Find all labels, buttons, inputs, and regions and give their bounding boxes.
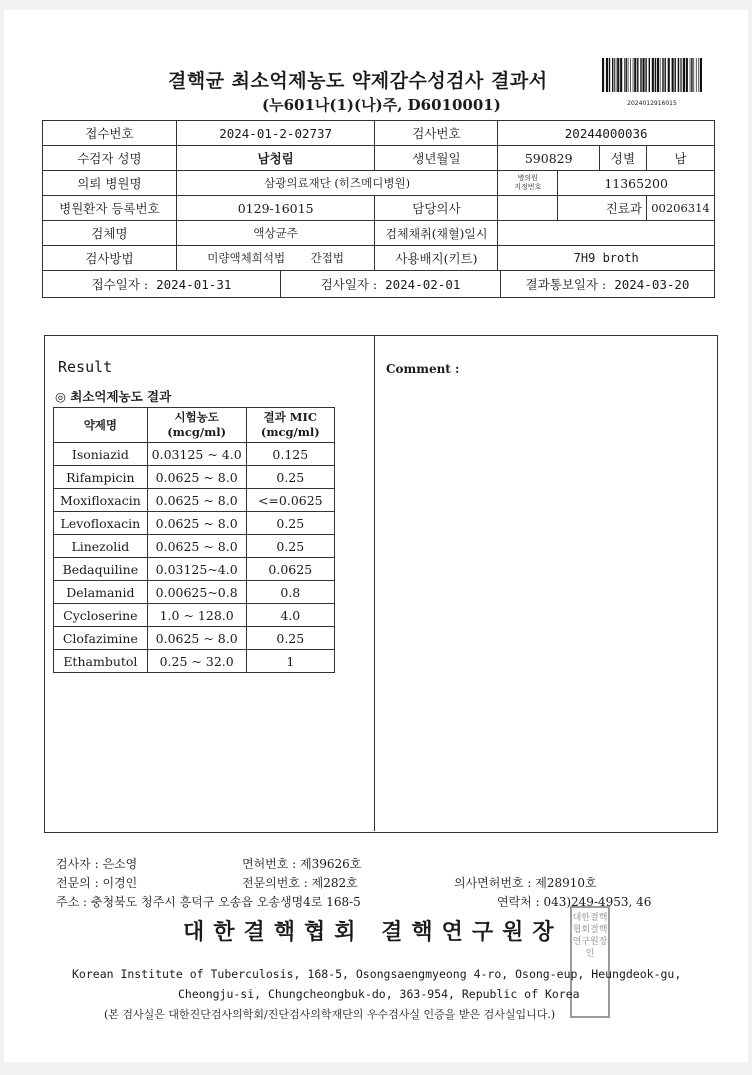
report-title: 결핵균 최소억제농도 약제감수성검사 결과서 bbox=[168, 70, 548, 92]
drug-name: Bedaquiline bbox=[54, 558, 148, 581]
method-label: 검사방법 bbox=[43, 246, 177, 271]
result-divider bbox=[374, 335, 375, 831]
specimen-value: 액상균주 bbox=[176, 221, 375, 246]
test-range: 1.0 ~ 128.0 bbox=[147, 604, 246, 627]
report-date-label: 결과통보일자 : bbox=[525, 277, 607, 292]
patient-reg-label: 병원환자 등록번호 bbox=[43, 196, 177, 221]
result-heading: Result bbox=[58, 358, 113, 376]
medium-label: 사용배지(키트) bbox=[375, 246, 498, 271]
specialist-no: 전문의번호 : 제282호 bbox=[242, 876, 358, 890]
report-date-cell bbox=[501, 271, 714, 297]
mic-results-table bbox=[53, 407, 335, 673]
doctor-label: 담당의사 bbox=[375, 196, 498, 221]
patient-name-label: 수검자 성명 bbox=[43, 146, 177, 171]
drug-name: Levofloxacin bbox=[54, 512, 148, 535]
hospital-label: 의뢰 병원명 bbox=[43, 171, 177, 196]
test-no: 20244000036 bbox=[498, 121, 715, 146]
col-range-header: 시험농도 (mcg/ml) bbox=[147, 408, 246, 443]
collection-value bbox=[498, 221, 715, 246]
test-range: 0.0625 ~ 8.0 bbox=[147, 512, 246, 535]
mic-section-title: ◎ 최소억제농도 결과 bbox=[55, 389, 172, 404]
drug-name: Rifampicin bbox=[54, 466, 148, 489]
license-no: 면허번호 : 제39626호 bbox=[242, 857, 362, 871]
mic-value: <=0.0625 bbox=[246, 489, 334, 512]
mic-row bbox=[54, 466, 335, 489]
mic-value: 0.0625 bbox=[246, 558, 334, 581]
drug-name: Linezolid bbox=[54, 535, 148, 558]
drug-name: Isoniazid bbox=[54, 443, 148, 466]
barcode bbox=[602, 58, 702, 100]
receipt-no-label: 접수번호 bbox=[43, 121, 177, 146]
doctor-license-no: 의사면허번호 : 제28910호 bbox=[454, 876, 597, 890]
received-date-cell bbox=[43, 271, 281, 297]
mic-row bbox=[54, 489, 335, 512]
drug-name: Delamanid bbox=[54, 581, 148, 604]
col-mic-header: 결과 MIC (mcg/ml) bbox=[246, 408, 334, 443]
method-type: 간접법 bbox=[310, 251, 344, 265]
drug-name: Cycloserine bbox=[54, 604, 148, 627]
mic-value: 0.25 bbox=[246, 627, 334, 650]
report-date: 2024-03-20 bbox=[614, 276, 690, 292]
certification-note: (본 검사실은 대한진단검사의학회/진단검사의학재단의 우수검사실 인증을 받은 검사실입니다.) bbox=[104, 1008, 556, 1021]
mic-row bbox=[54, 535, 335, 558]
official-seal: 대한결핵협회결핵연구원장인 bbox=[570, 906, 610, 1018]
test-date-cell bbox=[281, 271, 501, 297]
institute-name: 대한결핵협회 결핵연구원장 bbox=[183, 919, 563, 945]
mic-value: 0.25 bbox=[246, 535, 334, 558]
dept-label: 진료과 bbox=[558, 196, 647, 221]
report-subtitle: (누601나(1)(나)주, D6010001) bbox=[262, 96, 501, 114]
dates-row bbox=[43, 271, 715, 298]
medium-value: 7H9 broth bbox=[498, 246, 715, 271]
barcode-number: 2024012916015 bbox=[627, 100, 677, 107]
test-date: 2024-02-01 bbox=[385, 276, 461, 292]
hospital-code: 11365200 bbox=[558, 171, 715, 196]
mic-row bbox=[54, 650, 335, 673]
mic-row bbox=[54, 581, 335, 604]
test-range: 0.0625 ~ 8.0 bbox=[147, 627, 246, 650]
mic-value: 0.25 bbox=[246, 512, 334, 535]
mic-value: 1 bbox=[246, 650, 334, 673]
test-date-label: 검사일자 : bbox=[320, 277, 378, 292]
drug-name: Clofazimine bbox=[54, 627, 148, 650]
test-range: 0.0625 ~ 8.0 bbox=[147, 535, 246, 558]
test-range: 0.03125 ~ 4.0 bbox=[147, 443, 246, 466]
receipt-no: 2024-01-2-02737 bbox=[176, 121, 375, 146]
address: 주소 : 충청북도 청주시 흥덕구 오송읍 오송생명4로 168-5 bbox=[56, 895, 361, 909]
method-cell bbox=[176, 246, 375, 271]
birth-label: 생년월일 bbox=[375, 146, 498, 171]
specimen-label: 검체명 bbox=[43, 221, 177, 246]
mic-row bbox=[54, 443, 335, 466]
specialist: 전문의 : 이경인 bbox=[56, 876, 138, 890]
test-range: 0.00625~0.8 bbox=[147, 581, 246, 604]
collection-label: 검체채취(채혈)일시 bbox=[375, 221, 498, 246]
patient-reg-no: 0129-16015 bbox=[176, 196, 375, 221]
test-range: 0.25 ~ 32.0 bbox=[147, 650, 246, 673]
mic-value: 0.125 bbox=[246, 443, 334, 466]
patient-name: 남청림 bbox=[176, 146, 375, 171]
contact: 연락처 : 043)249-4953, 46 bbox=[497, 895, 652, 909]
drug-name: Moxifloxacin bbox=[54, 489, 148, 512]
doctor-value bbox=[498, 196, 558, 221]
birth-date: 590829 bbox=[498, 146, 600, 171]
english-address-1: Korean Institute of Tuberculosis, 168-5, Osongsaengmyeong 4-ro, Osong-eup, Heungdeok-gu, bbox=[72, 967, 682, 981]
mic-value: 4.0 bbox=[246, 604, 334, 627]
drug-name: Ethambutol bbox=[54, 650, 148, 673]
mic-row bbox=[54, 627, 335, 650]
sex-value: 남 bbox=[646, 146, 714, 171]
mic-value: 0.8 bbox=[246, 581, 334, 604]
test-range: 0.03125~4.0 bbox=[147, 558, 246, 581]
received-date-label: 접수일자 : bbox=[91, 277, 149, 292]
method-value: 미량액체희석법 bbox=[207, 251, 286, 265]
dept-value: 00206314 bbox=[646, 196, 714, 221]
mic-row bbox=[54, 558, 335, 581]
english-address-2: Cheongju-si, Chungcheongbuk-do, 363-954, Republic of Korea bbox=[178, 987, 580, 1001]
hospital-code-label: 병의원 지정번호 bbox=[498, 171, 558, 196]
mic-row bbox=[54, 512, 335, 535]
test-range: 0.0625 ~ 8.0 bbox=[147, 489, 246, 512]
tester: 검사자 : 은소영 bbox=[56, 857, 138, 871]
sex-label: 성별 bbox=[600, 146, 647, 171]
test-range: 0.0625 ~ 8.0 bbox=[147, 466, 246, 489]
received-date: 2024-01-31 bbox=[156, 276, 232, 292]
patient-info-table bbox=[42, 120, 715, 298]
col-drug-header: 약제명 bbox=[54, 408, 148, 443]
hospital-name: 삼광의료재단 (히즈메디병원) bbox=[176, 171, 498, 196]
comment-label: Comment : bbox=[386, 362, 460, 376]
mic-value: 0.25 bbox=[246, 466, 334, 489]
test-no-label: 검사번호 bbox=[375, 121, 498, 146]
mic-row bbox=[54, 604, 335, 627]
